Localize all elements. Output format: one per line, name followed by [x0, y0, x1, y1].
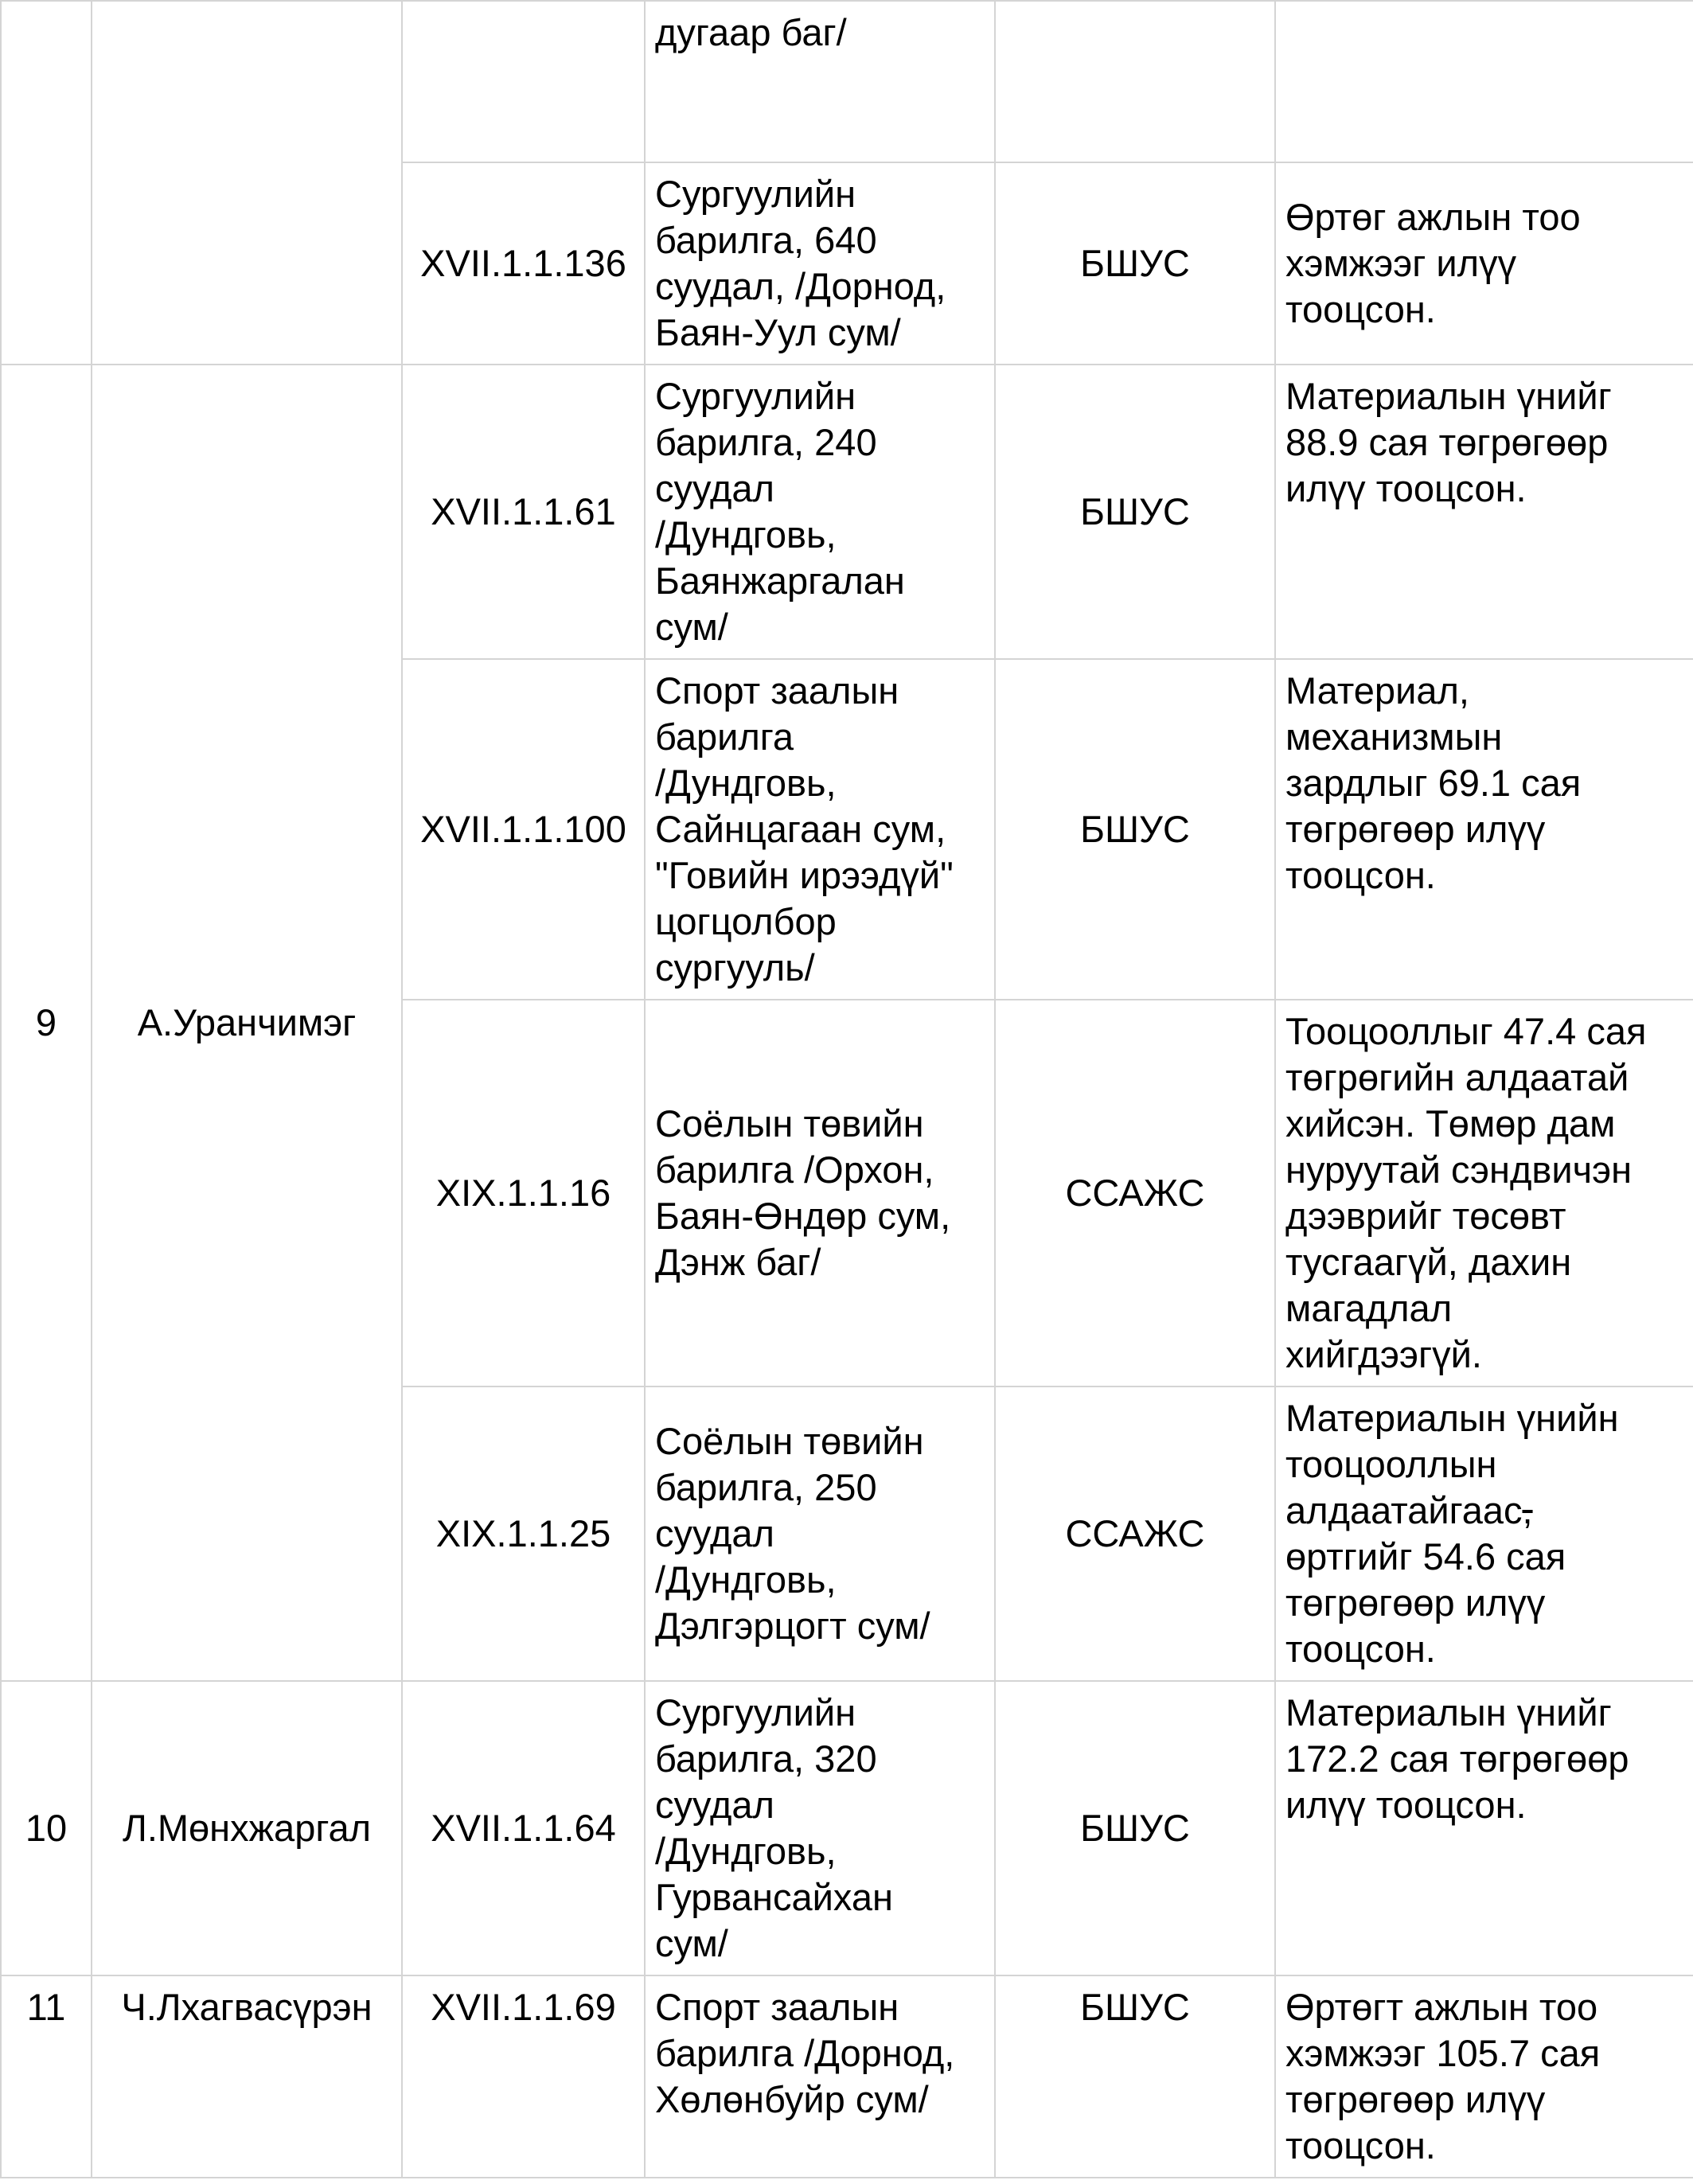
project-cell: Соёлын төвийн барилга /Орхон, Баян-Өндөр сум, Дэнж баг/ [645, 1000, 995, 1386]
organization-cell [995, 1, 1275, 162]
note-cell: Материалын үнийг 172.2 сая төгрөгөөр илүү тооцсон. [1275, 1681, 1693, 1975]
project-cell: Спорт заалын барилга /Дундговь, Сайнцагаан сум, "Говийн ирээдүй" цогцолбор сургууль/ [645, 659, 995, 1000]
organization-cell: БШУС [995, 1975, 1275, 2178]
project-cell: Спорт заалын барилга /Дорнод, Хөлөнбуйр сум/ [645, 1975, 995, 2178]
organization-cell: БШУС [995, 1681, 1275, 1975]
project-cell: Сургуулийн барилга, 240 суудал /Дундговь, Баянжаргалан сум/ [645, 365, 995, 659]
responsible-person-cell: Л.Мөнхжаргал [92, 1681, 402, 1975]
code-cell: XVII.1.1.69 [402, 1975, 645, 2178]
organization-cell: ССАЖС [995, 1000, 1275, 1386]
table-row [1, 365, 1693, 659]
responsible-person-cell: А.Уранчимэг [92, 365, 402, 1681]
code-cell: XVII.1.1.61 [402, 365, 645, 659]
note-cell: Материал, механизмын зардлыг 69.1 сая төгрөгөөр илүү тооцсон. [1275, 659, 1693, 1000]
row-number-cell: 9 [1, 365, 92, 1681]
organization-cell: ССАЖС [995, 1386, 1275, 1681]
project-cell: Сургуулийн барилга, 640 суудал, /Дорнод, Баян-Уул сум/ [645, 162, 995, 365]
note-cell: Өртөгт ажлын тоо хэмжээг 105.7 сая төгрөгөөр илүү тооцсон. [1275, 1975, 1693, 2178]
organization-cell: БШУС [995, 162, 1275, 365]
responsible-person-cell: Ч.Лхагвасүрэн [92, 1975, 402, 2178]
code-cell: XVII.1.1.136 [402, 162, 645, 365]
table-row [1, 1975, 1693, 2178]
table-row [1, 1, 1693, 162]
organization-cell: БШУС [995, 659, 1275, 1000]
organization-cell: БШУС [995, 365, 1275, 659]
code-cell: XVII.1.1.100 [402, 659, 645, 1000]
note-cell [1275, 1, 1693, 162]
code-cell [402, 1, 645, 162]
struck-comma: , [1522, 1489, 1533, 1531]
responsible-person-cell [92, 1, 402, 365]
row-number-cell [1, 1, 92, 365]
note-cell: Материалын үнийн тооцооллын алдаатайгаас, өртгийг 54.6 сая төгрөгөөр илүү тооцсон. [1275, 1386, 1693, 1681]
row-number-cell: 11 [1, 1975, 92, 2178]
code-cell: XVII.1.1.64 [402, 1681, 645, 1975]
note-cell: Өртөг ажлын тоо хэмжээг илүү тооцсон. [1275, 162, 1693, 365]
project-cell: Сургуулийн барилга, 320 суудал /Дундговь, Гурвансайхан сум/ [645, 1681, 995, 1975]
table-row [1, 1681, 1693, 1975]
note-cell: Тооцооллыг 47.4 сая төгрөгийн алдаатай хийсэн. Төмөр дам нуруутай сэндвичэн дээврийг төсөвт тусгаагүй, дахин магадлал хийгдээгүй. [1275, 1000, 1693, 1386]
code-cell: XIX.1.1.16 [402, 1000, 645, 1386]
note-cell: Материалын үнийг 88.9 сая төгрөгөөр илүү тооцсон. [1275, 365, 1693, 659]
code-cell: XIX.1.1.25 [402, 1386, 645, 1681]
project-cell: дугаар баг/ [645, 1, 995, 162]
row-number-cell: 10 [1, 1681, 92, 1975]
project-cell: Соёлын төвийн барилга, 250 суудал /Дундговь, Дэлгэрцогт сум/ [645, 1386, 995, 1681]
